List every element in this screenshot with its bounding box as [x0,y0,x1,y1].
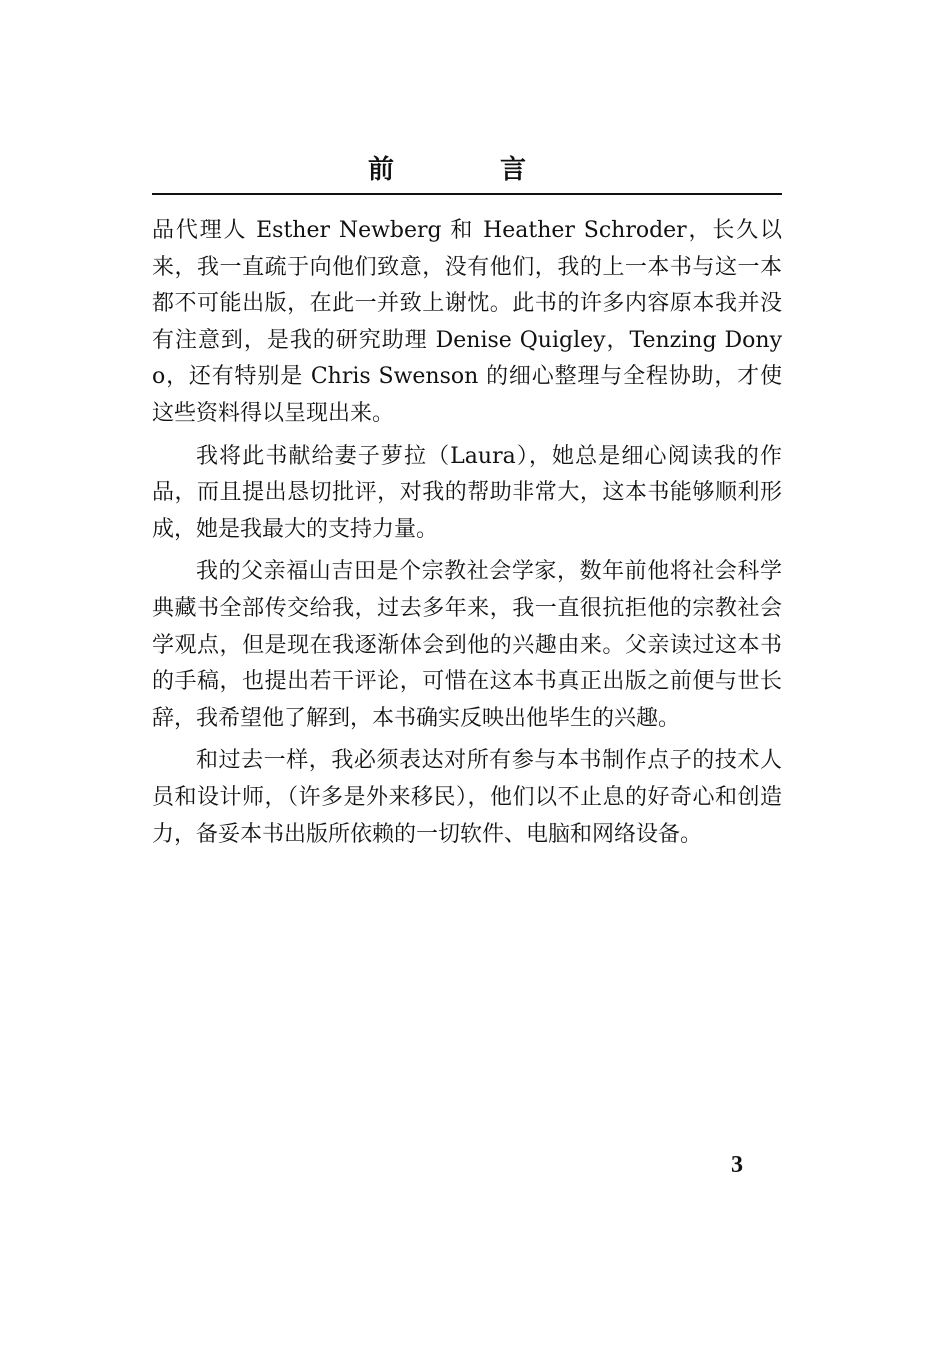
paragraph: 和过去一样，我必须表达对所有参与本书制作点子的技术人员和设计师，（许多是外来移民），他们以不止息的好奇心和创造力，备妥本书出版所依赖的一切软件、电脑和网络设备。 [152,748,782,847]
paragraph: 我将此书献给妻子萝拉（Laura），她总是细心阅读我的作品，而且提出恳切批评，对我的帮助非常大，这本书能够顺利形成，她是我最大的支持力量。 [152,443,782,542]
header-rule [152,193,782,195]
paragraph: 我的父亲福山吉田是个宗教社会学家，数年前他将社会科学典藏书全部传交给我，过去多年来，我一直很抗拒他的宗教社会学观点，但是现在我逐渐体会到他的兴趣由来。父亲读过这本书的手稿，也提出若干评论，可惜在这本书真正出版之前便与世长辞，我希望他了解到，本书确实反映出他毕生的兴趣。 [152,559,782,731]
running-head: 前 言 [367,155,566,185]
page-number: 3 [731,1152,743,1178]
paragraph-continued: 品代理人 Esther Newberg 和 Heather Schroder，长久以来，我一直疏于向他们致意，没有他们，我的上一本书与这一本都不可能出版，在此一并致上谢忱。此书的许多内容原本我并没有注意到，是我的研究助理 Denise Quigley，Tenzing Donyo，还有特别是 Chris Swenson 的细心整理与全程协助，才使这些资料得以呈现出来。 [152,218,782,426]
body-text [152,213,782,859]
